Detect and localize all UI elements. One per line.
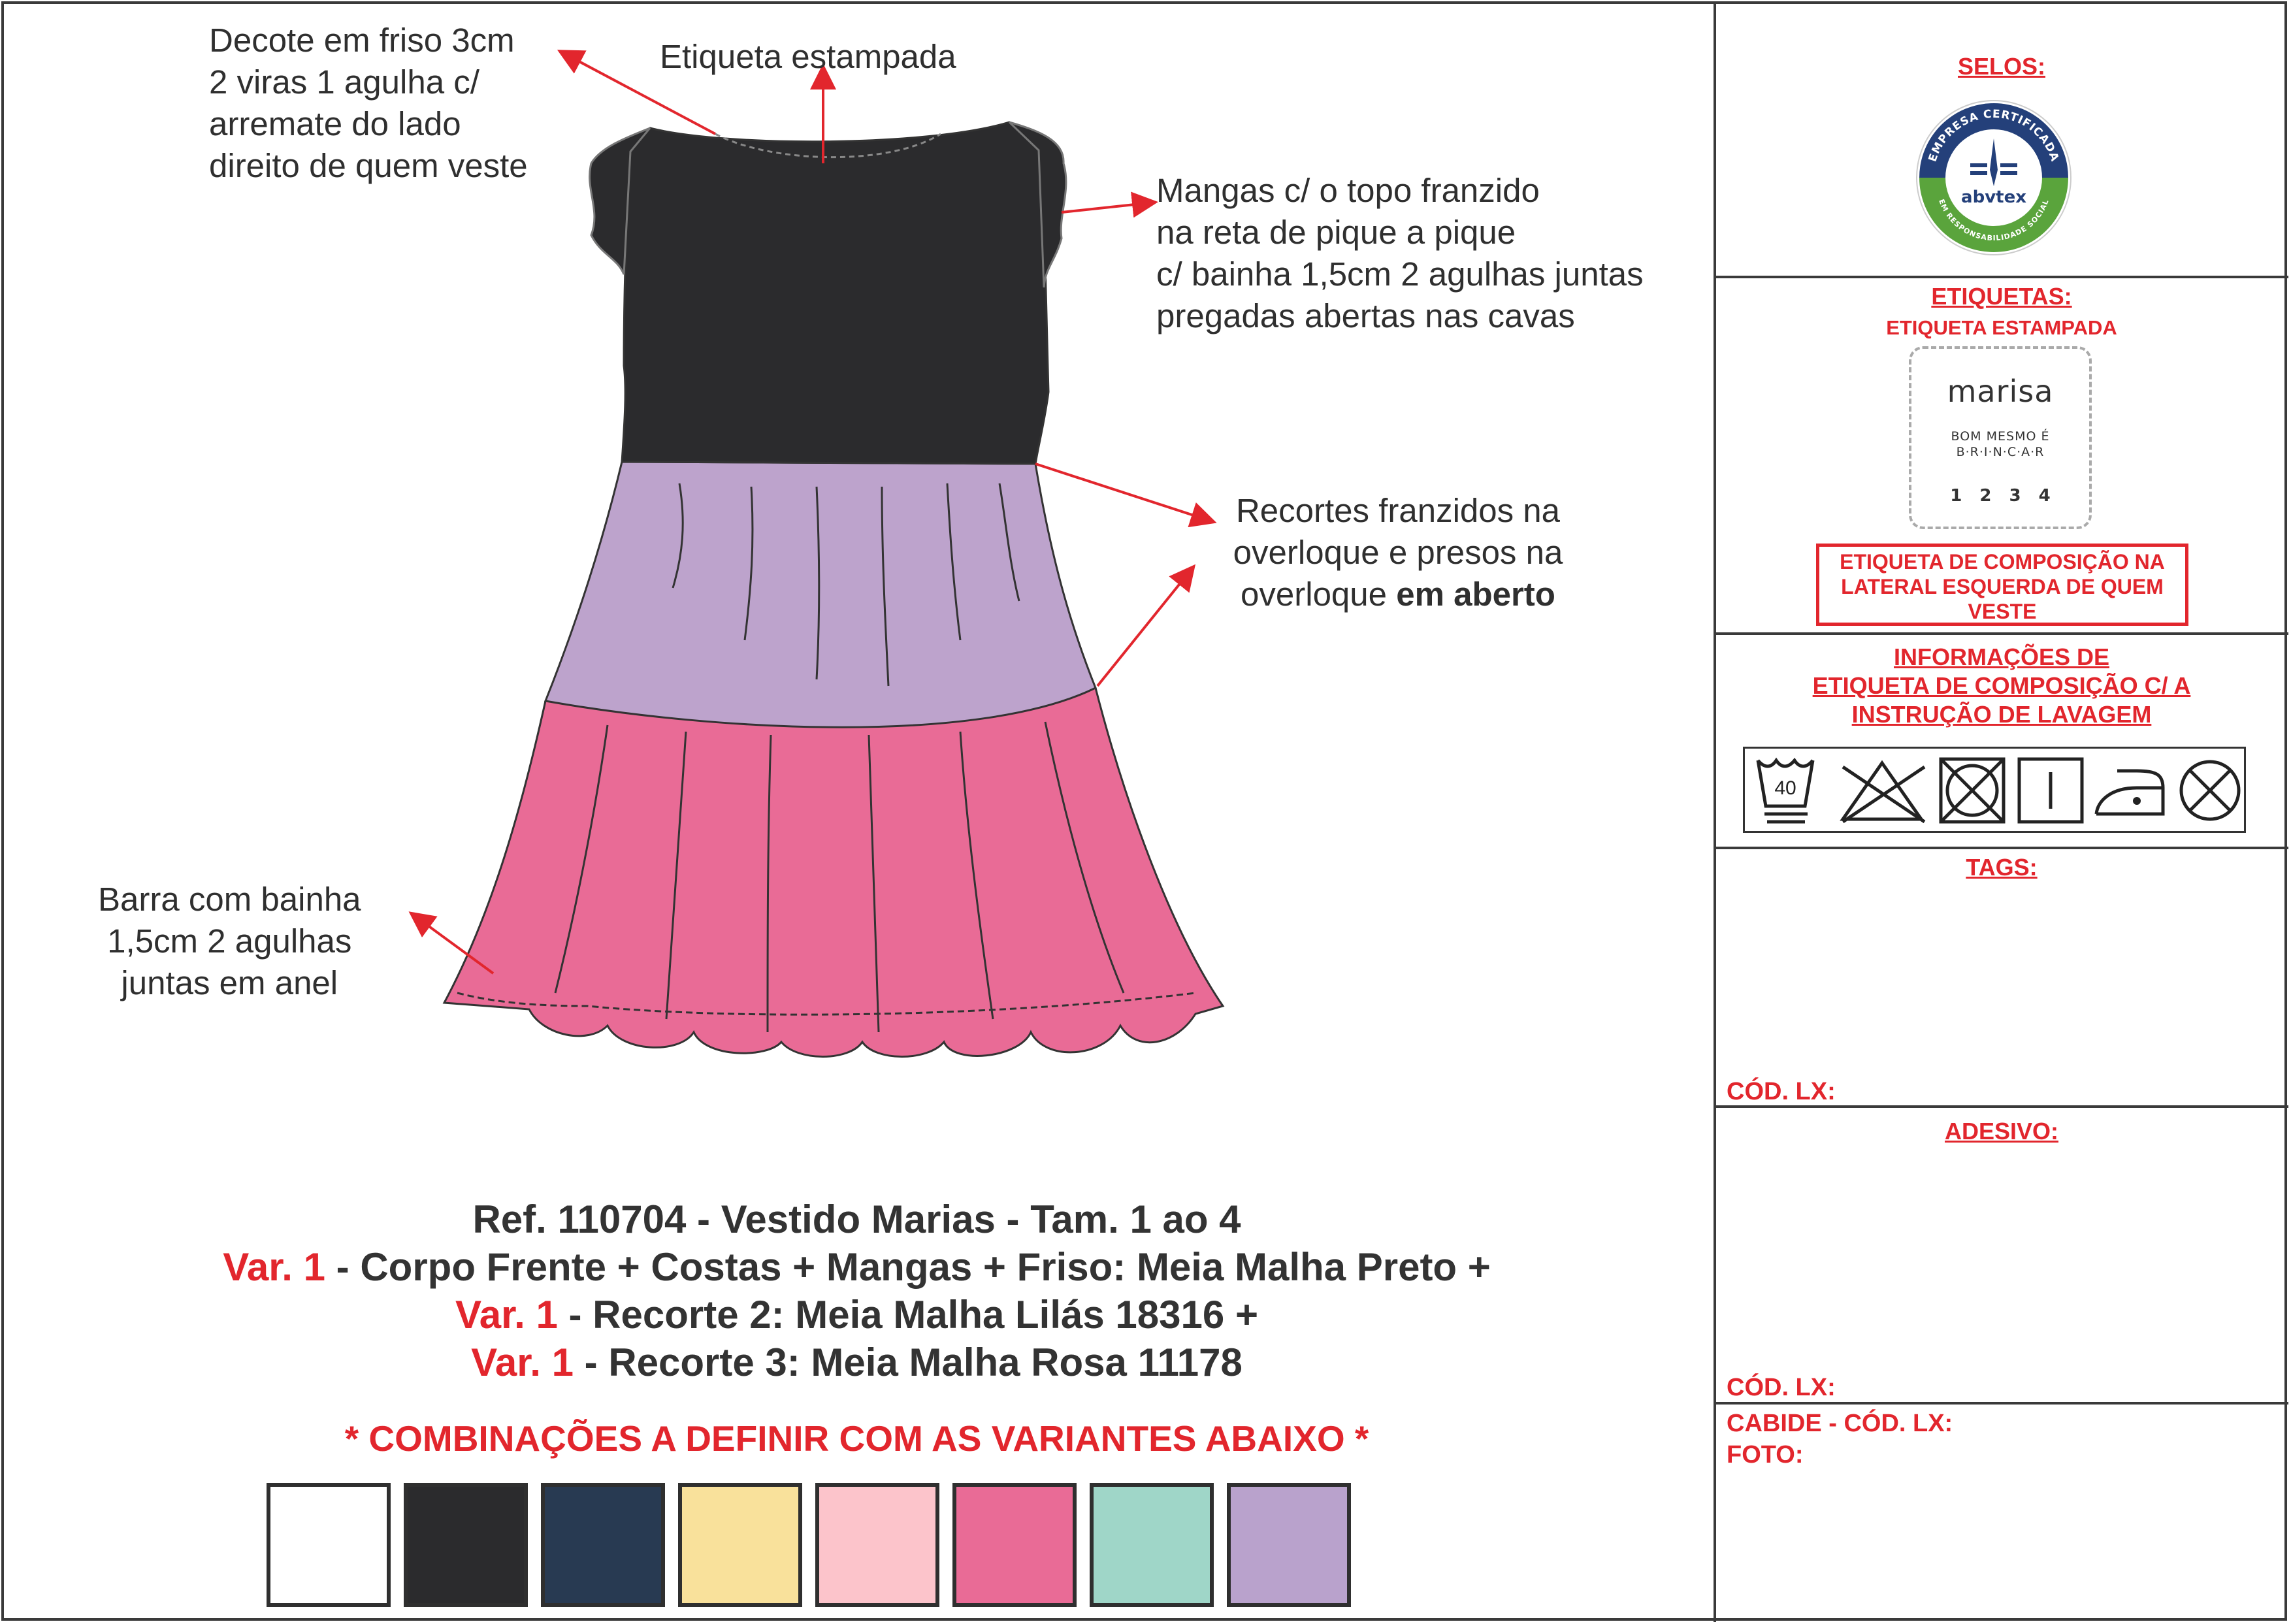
foto-label: FOTO:: [1727, 1441, 1804, 1469]
swatch-mint: [1090, 1483, 1214, 1607]
iron-low-icon: [2096, 771, 2163, 814]
annotation-neckline: Decote em friso 3cm 2 viras 1 agulha c/ arremate do lado direito de quem veste: [209, 22, 528, 184]
annotation-panels-line3: overloque: [1241, 576, 1397, 613]
swatch-lilac: [1227, 1483, 1351, 1607]
label-sizes: 1 2 3 4: [1950, 486, 2051, 506]
color-swatches: [267, 1483, 1351, 1607]
variant-line-1: [0, 1243, 1714, 1291]
etiquetas-title: ETIQUETAS:: [1931, 283, 2072, 310]
tags-title: TAGS:: [1966, 854, 2038, 881]
swatch-white: [267, 1483, 391, 1607]
seal-brand: abvtex: [1961, 187, 2026, 207]
wash-temperature: 40: [1774, 777, 1796, 799]
variant-line-2-text: - Recorte 2: Meia Malha Lilás 18316 +: [557, 1293, 1258, 1337]
info-title-line-1: INFORMAÇÕES DE: [1893, 643, 2109, 670]
sidebar-divider-3: [1715, 847, 2288, 849]
info-title-line-3: INSTRUÇÃO DE LAVAGEM: [1851, 701, 2152, 728]
care-symbols: [1745, 749, 2244, 831]
no-bleach-icon: [1843, 763, 1925, 822]
no-dry-clean-icon: [2181, 762, 2239, 819]
annotation-panels: [1209, 490, 1587, 615]
sidebar-divider: [1714, 1, 1716, 1622]
dress-panel-2: [545, 462, 1096, 727]
selos-title: SELOS:: [1957, 53, 2045, 80]
swatch-navy: [541, 1483, 665, 1607]
variant-label: Var. 1: [455, 1293, 558, 1337]
variant-line-3: [0, 1339, 1714, 1386]
swatch-yellow: [678, 1483, 802, 1607]
sidebar-divider-2: [1715, 632, 2288, 635]
etiqueta-estampada-subtitle: ETIQUETA ESTAMPADA: [1886, 316, 2117, 339]
variant-label: Var. 1: [471, 1340, 574, 1384]
seal-top-text: EMPRESA CERTIFICADA: [1926, 107, 2062, 164]
annotation-sleeves: Mangas c/ o topo franzido na reta de pique a pique c/ bainha 1,5cm 2 agulhas juntas pregadas abertas nas cavas: [1156, 172, 1644, 334]
sidebar-divider-5: [1715, 1402, 2288, 1405]
variant-line-1-text: - Corpo Frente + Costas + Mangas + Friso: Meia Malha Preto +: [325, 1245, 1491, 1289]
no-tumble-dry-icon: [1941, 759, 2004, 822]
tags-cod-lx: CÓD. LX:: [1727, 1078, 1836, 1105]
label-slogan-1: BOM MESMO É: [1951, 429, 2050, 444]
swatch-pink: [952, 1483, 1077, 1607]
variant-label: Var. 1: [223, 1245, 326, 1289]
composition-note-box: ETIQUETA DE COMPOSIÇÃO NA LATERAL ESQUERDA DE QUEM VESTE: [1816, 544, 2188, 626]
annotation-panels-line2: overloque e presos na: [1233, 534, 1563, 571]
swatch-light-pink: [815, 1483, 939, 1607]
label-slogan-2: B·R·I·N·C·A·R: [1956, 445, 2045, 459]
sidebar-divider-1: [1715, 276, 2288, 278]
combinations-title: * COMBINAÇÕES A DEFINIR COM AS VARIANTES ABAIXO *: [344, 1418, 1369, 1459]
annotation-panels-emphasis: em aberto: [1396, 576, 1555, 613]
abvtex-seal-logo: [1914, 98, 2073, 257]
adesivo-cod-lx: CÓD. LX:: [1727, 1374, 1836, 1401]
annotation-panels-line1: Recortes franzidos na: [1235, 492, 1561, 529]
swatch-black: [404, 1483, 528, 1607]
variant-line-3-text: - Recorte 3: Meia Malha Rosa 11178: [574, 1340, 1243, 1384]
dress-bodice: [622, 122, 1048, 464]
cabide-cod-lx: CABIDE - CÓD. LX:: [1727, 1410, 1953, 1437]
seal-bottom-text: EM RESPONSABILIDADE SOCIAL: [1937, 198, 2051, 243]
adesivo-title: ADESIVO:: [1944, 1118, 2059, 1145]
printed-label-card: [1909, 346, 2092, 529]
info-title-line-2: ETIQUETA DE COMPOSIÇÃO C/ A: [1812, 672, 2191, 699]
reference-title: Ref. 110704 - Vestido Marias - Tam. 1 ao 4: [472, 1197, 1241, 1241]
annotation-hem: Barra com bainha 1,5cm 2 agulhas juntas em anel: [98, 881, 361, 1001]
variant-line-2: [0, 1291, 1714, 1339]
line-dry-icon: [2019, 759, 2082, 822]
label-brand: marisa: [1947, 374, 2054, 409]
care-instructions-box: [1743, 747, 2246, 833]
annotation-label: Etiqueta estampada: [660, 38, 956, 75]
